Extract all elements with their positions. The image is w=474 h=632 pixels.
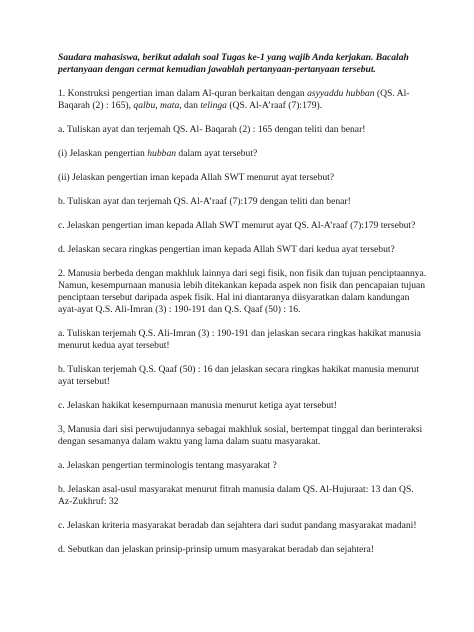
intro-text: Saudara mahasiswa, berikut adalah soal Tugas ke-1 yang wajib Anda kerjakan. Bacalah pertanyaan dengan cermat kemudian jawablah pertanyaan-pertanyaan tersebut. [58,52,409,75]
question-2a: a. Tuliskan terjemah Q.S. Ali-Imran (3) : 190-191 dan jelaskan secara ringkas hakikat manusia menurut kedua ayat tersebut! [58,328,421,351]
question-1d: d. Jelaskan secara ringkas pengertian iman kepada Allah SWT dari kedua ayat tersebut? [58,244,395,255]
question-1c: c. Jelaskan pengertian iman kepada Allah SWT menurut ayat QS. Al-A’raaf (7):179 tersebut? [58,220,416,231]
question-1a: a. Tuliskan ayat dan terjemah QS. Al- Baqarah (2) : 165 dengan teliti dan benar! [58,124,366,135]
question-1a-i-suffix: dalam ayat tersebut? [176,148,258,159]
question-1-mid2: dan [181,100,201,111]
question-1a-i [58,148,428,160]
term-asyyaddu-hubban: asyyaddu hubban [307,88,375,99]
question-3d: d. Sebutkan dan jelaskan prinsip-prinsip umum masyarakat beradab dan sejahtera! [58,544,374,555]
question-1a-ii: (ii) Jelaskan pengertian iman kepada Allah SWT menurut ayat tersebut? [58,172,335,183]
question-1-text [58,88,428,112]
question-1-suffix: (QS. Al-A’raaf (7):179). [226,100,323,111]
question-1-prefix: 1. Konstruksi pengertian iman dalam Al-quran berkaitan dengan [58,88,308,99]
question-3-text: 3, Manusia dari sisi perwujudannya sebagai makhluk sosial, bertempat tinggal dan berinteraksi dengan sesamanya dalam waktu yang lama dalam suatu masyarakat. [58,424,423,447]
term-qalbu-mata: qalbu, mata, [133,100,182,111]
question-1a-i-prefix: (i) Jelaskan pengertian [58,148,148,159]
question-1b: b. Tuliskan ayat dan terjemah QS. Al-A’raaf (7):179 dengan teliti dan benar! [58,196,351,207]
question-3a: a. Jelaskan pengertian terminologis tentang masyarakat ? [58,460,277,471]
question-2b: b. Tuliskan terjemah Q.S. Qaaf (50) : 16 dan jelaskan secara ringkas hakikat manusia menurut ayat tersebut! [58,364,420,387]
term-hubban: hubban [147,148,177,159]
term-telinga: telinga [200,100,227,111]
question-2c: c. Jelaskan hakikat kesempurnaan manusia menurut ketiga ayat tersebut! [58,400,337,411]
question-2-text: 2. Manusia berbeda dengan makhluk lainnya dari segi fisik, non fisik dan tujuan penciptaannya. Namun, kesempurnaan manusia lebih ditekankan kepada aspek non fisik dan pencapaian tujuan penciptaan tersebut daripada aspek fisik. Hal ini diantaranya diisyaratkan dalam kandungan ayat-ayat Q.S. Ali-Imran (3) : 190-191 dan Q.S. Qaaf (50) : 16. [58,268,427,315]
document-page [58,52,428,568]
question-3c: c. Jelaskan kriteria masyarakat beradab dan sejahtera dari sudut pandang masyarakat madani! [58,520,417,531]
question-1-mid1: (QS. Al-Baqarah (2) : 165), [58,88,410,111]
question-3b: b. Jelaskan asal-usul masyarakat menurut fitrah manusia dalam QS. Al-Hujuraat: 13 dan QS. Az-Zukhruf: 32 [58,484,414,507]
